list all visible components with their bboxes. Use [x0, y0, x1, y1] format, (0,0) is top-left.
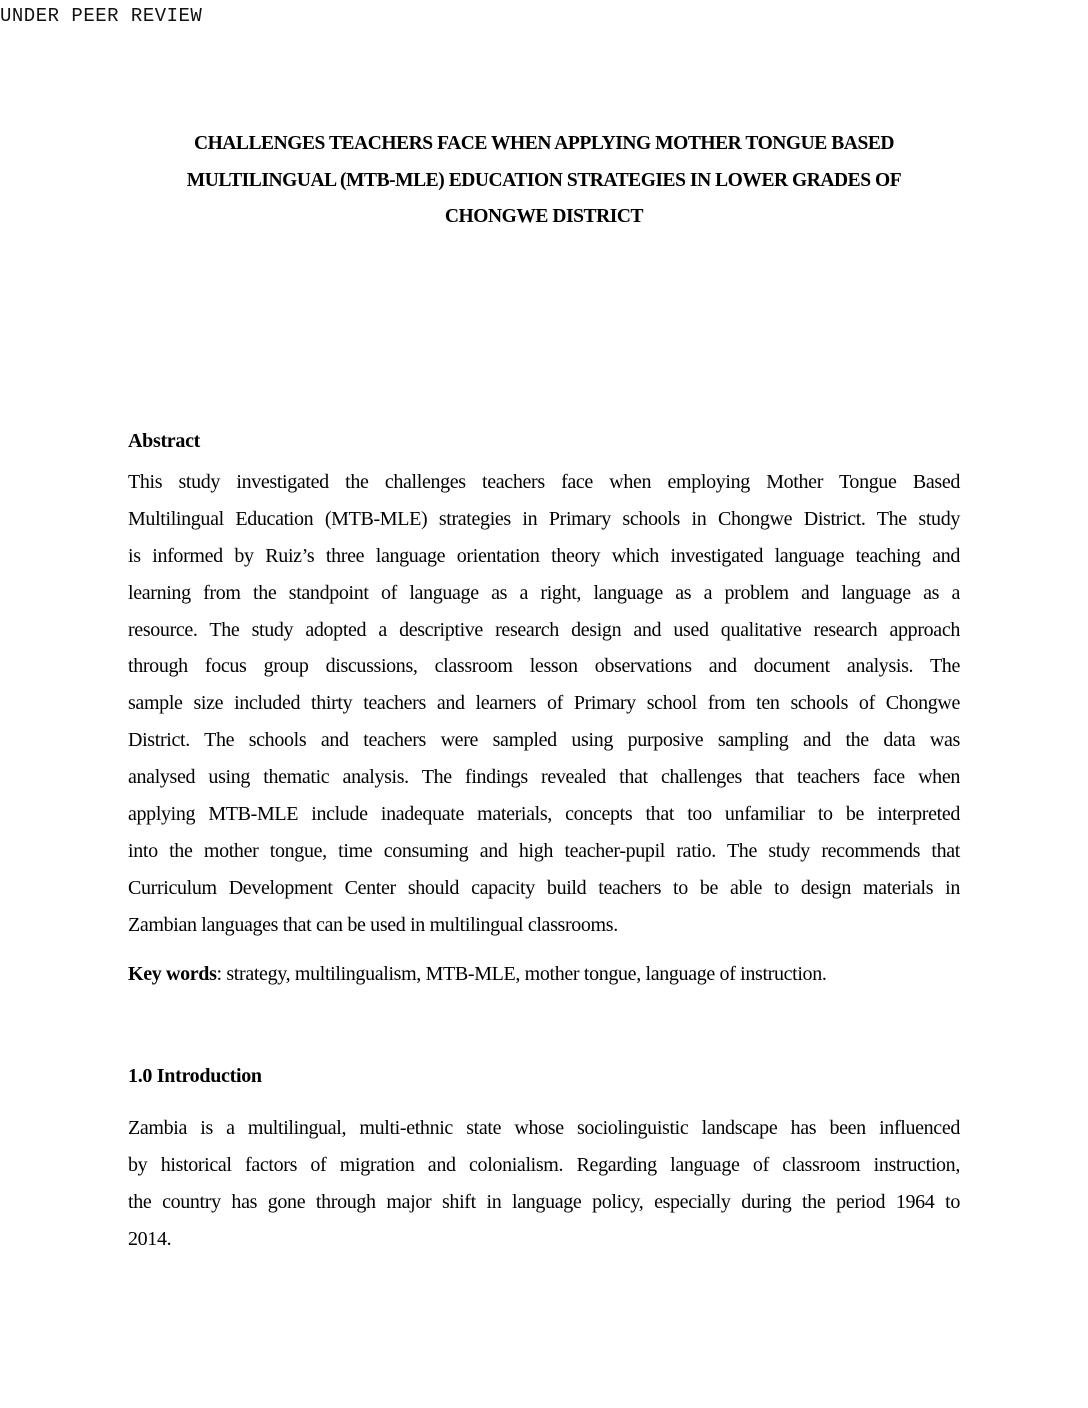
abstract-line: sample size included thirty teachers and learners of Primary school from ten schools of Chongwe [128, 692, 960, 715]
abstract-line: through focus group discussions, classroom lesson observations and document analysis. The [128, 655, 960, 678]
abstract-line: Multilingual Education (MTB-MLE) strategies in Primary schools in Chongwe District. The study [128, 507, 960, 530]
keywords [128, 960, 827, 988]
title-line: CHALLENGES TEACHERS FACE WHEN APPLYING MOTHER TONGUE BASED [193, 133, 895, 154]
paper-title [128, 126, 960, 236]
abstract-line: learning from the standpoint of language as a right, language as a problem and language as a [128, 581, 960, 604]
abstract-line: District. The schools and teachers were sampled using purposive sampling and the data was [128, 729, 960, 752]
introduction-line: the country has gone through major shift in language policy, especially during the period 1964 to [128, 1190, 960, 1213]
title-line: MULTILINGUAL (MTB-MLE) EDUCATION STRATEGIES IN LOWER GRADES OF [186, 169, 902, 191]
keywords-text: : strategy, multilingualism, MTB-MLE, mother tongue, language of instruction. [216, 963, 827, 985]
abstract-body [128, 464, 960, 944]
abstract-heading: Abstract [128, 430, 201, 452]
abstract-line: analysed using thematic analysis. The findings revealed that challenges that teachers face when [128, 766, 960, 789]
introduction-line: 2014. [128, 1227, 172, 1250]
introduction-heading: 1.0 Introduction [128, 1065, 262, 1087]
abstract-line: Zambian languages that can be used in multilingual classrooms. [128, 913, 618, 936]
abstract-line: Curriculum Development Center should capacity build teachers to be able to design materials in [128, 876, 960, 899]
keywords-label: Key words [128, 963, 217, 985]
abstract-line: This study investigated the challenges teachers face when employing Mother Tongue Based [128, 471, 960, 493]
abstract-line: is informed by Ruiz’s three language orientation theory which investigated language teaching and [128, 544, 960, 567]
introduction-line: by historical factors of migration and colonialism. Regarding language of classroom instruction, [128, 1153, 960, 1176]
abstract-line: resource. The study adopted a descriptive research design and used qualitative research approach [128, 618, 960, 641]
introduction-line: Zambia is a multilingual, multi-ethnic state whose sociolinguistic landscape has been influenced [128, 1117, 960, 1139]
peer-review-watermark: UNDER PEER REVIEW [0, 5, 203, 27]
abstract-line: applying MTB-MLE include inadequate materials, concepts that too unfamiliar to be interpreted [128, 803, 960, 826]
title-line: CHONGWE DISTRICT [444, 206, 644, 227]
abstract-line: into the mother tongue, time consuming and high teacher-pupil ratio. The study recommends that [128, 839, 960, 862]
introduction-body [128, 1110, 960, 1258]
